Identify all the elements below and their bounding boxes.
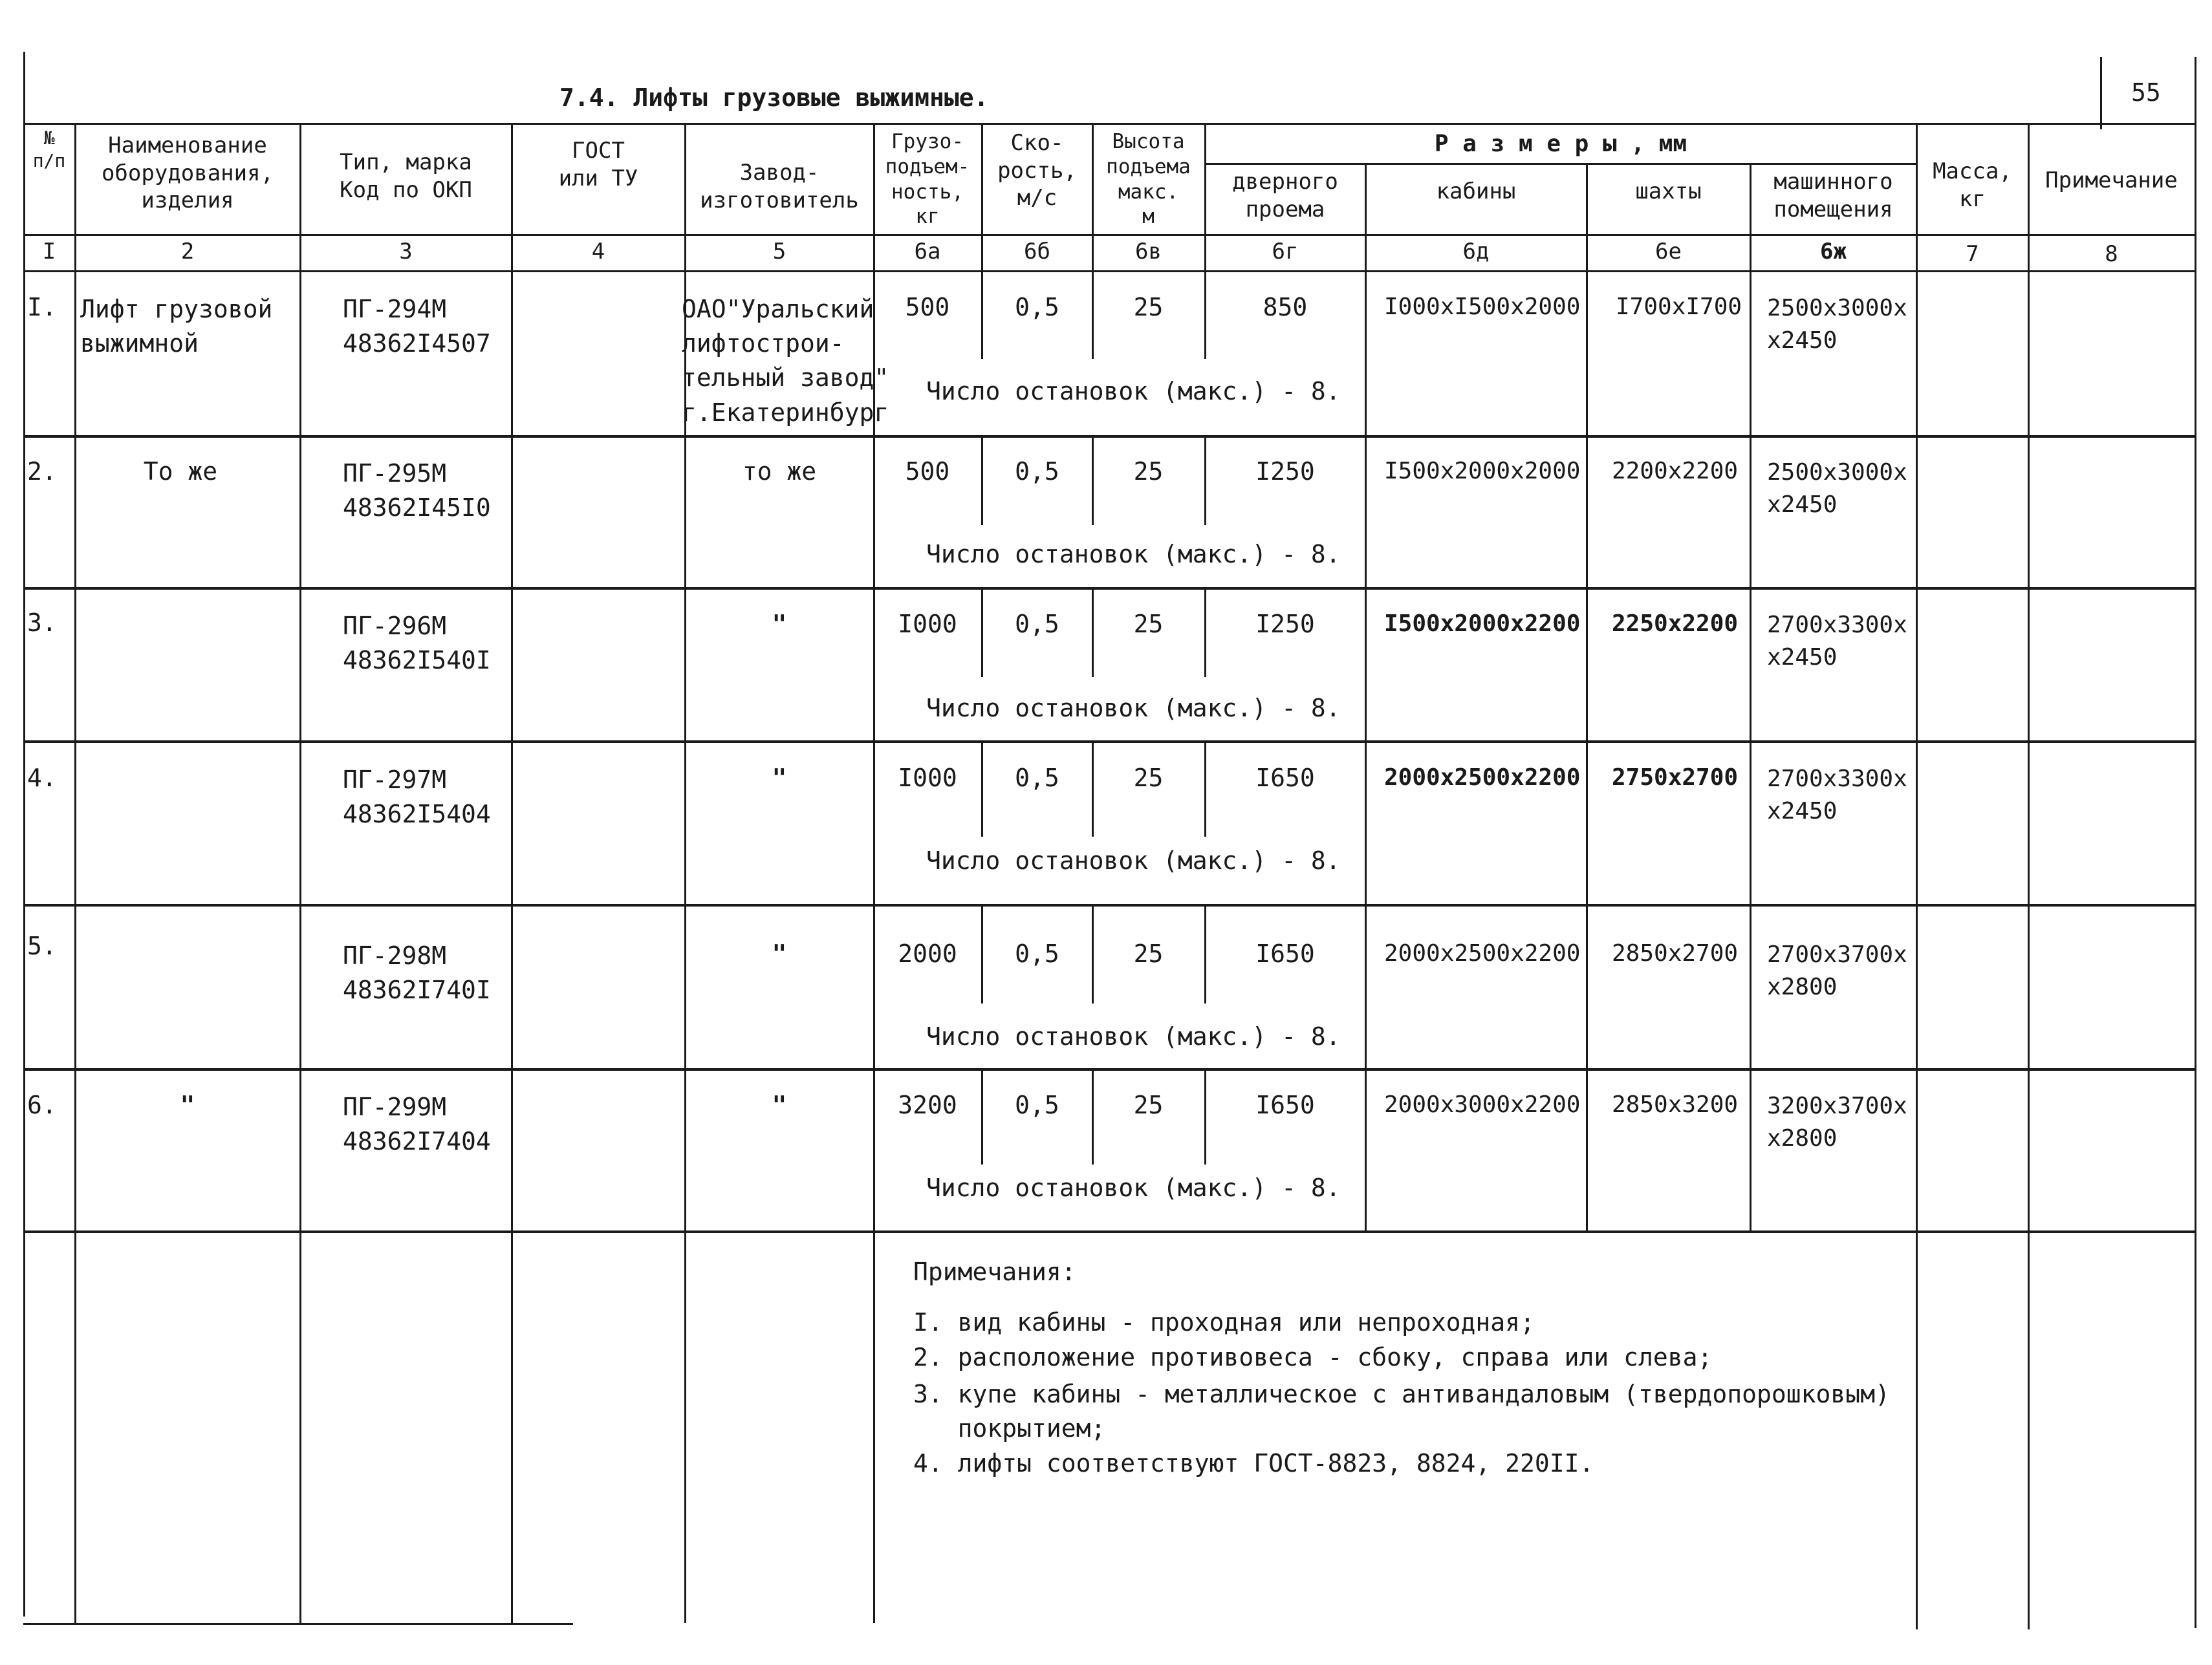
col-line-9 <box>1365 163 1367 1233</box>
row-stops: Число остановок (макс.) - 8. <box>926 846 1341 875</box>
row-shaft: 2850x2700 <box>1612 940 1739 967</box>
row-door: I250 <box>1255 457 1315 486</box>
row-capacity: 500 <box>905 293 950 321</box>
row-door: 850 <box>1263 293 1308 321</box>
row-machine: 2700x3300x x2450 <box>1767 766 1907 825</box>
note-item-1: I. вид кабины - проходная или непроходная; <box>913 1308 1535 1337</box>
row-capacity: 3200 <box>898 1091 957 1119</box>
header-speed: Ско- рость, м/с <box>997 130 1077 211</box>
header-maker: Завод- изготовитель <box>700 160 859 213</box>
row-cabin: I500x2000x2000 <box>1384 458 1581 484</box>
row-sep-2 <box>23 587 2196 590</box>
row-height: 25 <box>1133 764 1164 792</box>
row-maker: то же <box>742 457 817 486</box>
page-number: 55 <box>2131 78 2161 107</box>
row-num: 4. <box>27 764 57 792</box>
row-machine: 3200x3700x x2800 <box>1767 1093 1907 1152</box>
row-type: ПГ-295М 48362I45I0 <box>343 459 491 522</box>
header-machine: машинного помещения <box>1773 169 1893 222</box>
row-door: I650 <box>1255 764 1315 792</box>
row-door: I250 <box>1255 610 1315 638</box>
row-capacity: I000 <box>898 610 957 638</box>
row-speed: 0,5 <box>1015 293 1059 321</box>
row-capacity: I000 <box>898 764 957 792</box>
row-type: ПГ-299М 48362I7404 <box>343 1093 491 1156</box>
row-cabin: 2000x2500x2200 <box>1384 940 1581 967</box>
row-sep-3 <box>23 740 2196 743</box>
row-maker: " <box>772 764 787 792</box>
row-shaft: 2200x2200 <box>1612 458 1739 484</box>
row-shaft: 2250x2200 <box>1612 610 1739 637</box>
colnum: 6д <box>1462 239 1490 264</box>
colnum: 6ж <box>1820 239 1847 264</box>
row-num: 3. <box>27 608 57 637</box>
right-border <box>2195 57 2196 1628</box>
row-num: I. <box>27 293 57 321</box>
row-stops: Число остановок (макс.) - 8. <box>926 377 1341 405</box>
sizes-sub-line <box>1204 163 1916 165</box>
row-cabin: I000xI500x2000 <box>1384 294 1581 320</box>
row-machine: 2500x3000x x2450 <box>1767 459 1907 519</box>
row-type: ПГ-298М 48362I740I <box>343 941 491 1005</box>
row-maker: " <box>772 940 787 968</box>
colnum: 6е <box>1655 239 1682 264</box>
row-type: ПГ-296М 48362I540I <box>343 612 491 675</box>
row-num: 6. <box>27 1091 57 1119</box>
header-door: дверного проема <box>1232 169 1338 222</box>
row-capacity: 2000 <box>898 940 957 968</box>
row-name: Лифт грузовой выжимной <box>80 295 273 358</box>
col-line-2 <box>299 123 301 1623</box>
colnum: 3 <box>399 239 413 264</box>
header-gost: ГОСТ или ТУ <box>558 138 638 191</box>
row-type: ПГ-297М 48362I5404 <box>343 766 491 829</box>
row-door: I650 <box>1255 940 1315 968</box>
row-speed: 0,5 <box>1015 1091 1059 1119</box>
colnum: 5 <box>772 239 786 264</box>
row-door: I650 <box>1255 1091 1315 1119</box>
colnum: 2 <box>180 239 195 264</box>
row-height: 25 <box>1133 610 1164 638</box>
row-machine: 2500x3000x x2450 <box>1767 295 1907 354</box>
row-height: 25 <box>1133 457 1164 486</box>
bottom-line <box>23 1623 573 1625</box>
header-capacity: Грузо- подъем- ность, кг <box>885 130 970 229</box>
header-mass: Масса, кг <box>1933 158 2012 212</box>
header-cabin: кабины <box>1436 178 1516 204</box>
header-height: Высота подъема макс. м <box>1106 130 1191 229</box>
note-item-2: 2. расположение противовеса - сбоку, справа или слева; <box>913 1343 1713 1371</box>
row-shaft: 2750x2700 <box>1612 764 1739 791</box>
row-maker: ОАО"Уральский лифтострои- тельный завод" г.Екатеринбург <box>682 295 889 427</box>
row-machine: 2700x3300x x2450 <box>1767 612 1907 671</box>
left-border <box>23 52 25 1617</box>
page-title: 7.4. Лифты грузовые выжимные. <box>559 83 989 112</box>
colnum: 6а <box>914 239 941 264</box>
row-speed: 0,5 <box>1015 610 1059 638</box>
row-height: 25 <box>1133 940 1164 968</box>
header-shaft: шахты <box>1635 178 1702 204</box>
row-machine: 2700x3700x x2800 <box>1767 941 1907 1001</box>
col-line-13 <box>2028 123 2030 1629</box>
colnum: 6в <box>1135 239 1162 264</box>
colnum-top-line <box>23 234 2196 236</box>
row-capacity: 500 <box>905 457 950 486</box>
row-stops: Число остановок (макс.) - 8. <box>926 1174 1341 1202</box>
col-line-1 <box>74 123 76 1623</box>
row-maker: " <box>772 610 787 638</box>
row-type: ПГ-294М 48362I4507 <box>343 295 491 358</box>
notes-title: Примечания: <box>913 1258 1076 1286</box>
row-shaft: I700xI700 <box>1616 294 1742 320</box>
header-sizes: Р а з м е р ы , мм <box>1434 131 1687 157</box>
row-shaft: 2850x3200 <box>1612 1091 1739 1118</box>
note-item-3: 3. купе кабины - металлическое с антивандаловым (твердопорошковым) покрытием; <box>913 1380 1890 1443</box>
row-height: 25 <box>1133 1091 1164 1119</box>
page-number-box-left <box>2100 57 2102 129</box>
note-item-4: 4. лифты соответствуют ГОСТ-8823, 8824, 220II. <box>913 1449 1594 1477</box>
colnum: 6г <box>1272 239 1299 264</box>
row-name: " <box>180 1091 195 1119</box>
row-sep-1 <box>23 435 2196 438</box>
row-height: 25 <box>1133 293 1164 321</box>
row-cabin: 2000x2500x2200 <box>1384 764 1581 791</box>
col-line-10 <box>1586 163 1588 1233</box>
header-type: Тип, марка Код по ОКП <box>340 149 472 203</box>
header-top-line <box>23 123 2196 125</box>
colnum-bottom-line <box>23 270 2196 272</box>
colnum: 8 <box>2105 241 2118 267</box>
row-maker: " <box>772 1091 787 1119</box>
row-name: То же <box>143 457 218 486</box>
row-speed: 0,5 <box>1015 764 1059 792</box>
header-note: Примечание <box>2045 167 2178 193</box>
row-cabin: 2000x3000x2200 <box>1384 1091 1581 1118</box>
col-line-11 <box>1750 163 1751 1233</box>
row-num: 2. <box>27 457 57 486</box>
row-cabin: I500x2000x2200 <box>1384 610 1581 637</box>
colnum: 6б <box>1024 239 1050 264</box>
colnum: 4 <box>591 239 605 264</box>
col-line-3 <box>511 123 513 1623</box>
colnum: I <box>42 239 56 264</box>
header-name: Наименование оборудования, изделия <box>101 133 274 213</box>
row-stops: Число остановок (макс.) - 8. <box>926 1022 1341 1051</box>
header-num: № п/п <box>32 127 66 171</box>
row-sep-5 <box>23 1068 2196 1071</box>
row-stops: Число остановок (макс.) - 8. <box>926 540 1341 568</box>
col-line-12 <box>1916 123 1918 1629</box>
row-stops: Число остановок (макс.) - 8. <box>926 694 1341 722</box>
colnum: 7 <box>1966 241 1979 267</box>
row-num: 5. <box>27 932 57 960</box>
row-speed: 0,5 <box>1015 457 1059 486</box>
row-sep-4 <box>23 904 2196 907</box>
row-speed: 0,5 <box>1015 940 1059 968</box>
row-sep-6 <box>23 1230 2196 1233</box>
